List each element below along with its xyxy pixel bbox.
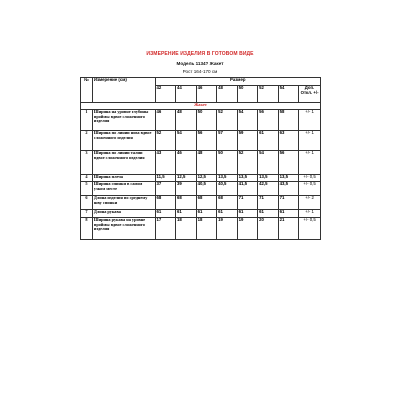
size-value-cell: 56 [196,131,217,151]
size-value-cell: 56 [278,151,299,175]
tolerance-cell: +/- 1 [299,210,321,218]
tolerance-cell: +/- 1 [299,110,321,131]
size-value-cell: 71 [278,196,299,210]
row-number: 5 [81,182,93,196]
size-value-cell: 61 [258,131,279,151]
size-value-cell: 68 [217,196,238,210]
table-row [81,175,321,182]
size-value-cell: 61 [196,210,217,218]
size-value-cell: 20 [258,218,279,240]
size-value-cell: 71 [237,196,258,210]
row-number: 3 [81,151,93,175]
size-value-cell: 56 [258,110,279,131]
size-value-cell: 71 [258,196,279,210]
row-number: 1 [81,110,93,131]
size-value-cell: 61 [258,210,279,218]
size-value-cell: 54 [237,110,258,131]
row-number: 6 [81,196,93,210]
measurement-name: Длина рукава [92,210,155,218]
size-value-cell: 61 [176,210,197,218]
size-value-cell: 40,5 [196,182,217,196]
section-label: Жакет [81,103,321,110]
size-value-cell: 42,5 [258,182,279,196]
tolerance-cell: +/- 0,5 [299,182,321,196]
size-value-cell: 52 [155,131,176,151]
size-header-cell: 48 [217,86,238,103]
size-value-cell: 46 [155,110,176,131]
column-header-measurement: Измерение (см) [92,78,155,103]
header-row [81,78,321,86]
tolerance-cell: +/- 2 [299,196,321,210]
size-value-cell: 11,5 [155,175,176,182]
size-value-cell: 58 [278,110,299,131]
size-value-cell: 13,5 [258,175,279,182]
size-header-cell: 54 [278,86,299,103]
size-value-cell: 13,5 [217,175,238,182]
measurement-name: Ширина спинки в самом узком месте [92,182,155,196]
size-value-cell: 68 [176,196,197,210]
size-value-cell: 43,5 [278,182,299,196]
row-number: 8 [81,218,93,240]
table-row [81,218,321,240]
tolerance-cell: +/- 1 [299,131,321,151]
size-value-cell: 61 [278,210,299,218]
table-body [81,110,321,240]
measurement-name: Длина изделия по среднему шву спинки [92,196,155,210]
size-value-cell: 50 [217,151,238,175]
size-value-cell: 61 [237,210,258,218]
row-number: 4 [81,175,93,182]
size-value-cell: 48 [196,151,217,175]
row-number: 2 [81,131,93,151]
size-value-cell: 13,5 [278,175,299,182]
size-value-cell: 37 [155,182,176,196]
size-value-cell: 12,5 [196,175,217,182]
size-value-cell: 39 [176,182,197,196]
size-header-cell: 52 [258,86,279,103]
size-value-cell: 68 [155,196,176,210]
size-value-cell: 50 [196,110,217,131]
row-number: 7 [81,210,93,218]
size-value-cell: 12,5 [176,175,197,182]
column-header-number: № [81,78,93,103]
size-value-cell: 68 [196,196,217,210]
size-value-cell: 63 [278,131,299,151]
measurement-name: Ширина по линии низа вдвое сложенного изделия [92,131,155,151]
measurement-table [80,77,321,240]
size-value-cell: 19 [217,218,238,240]
size-value-cell: 13,5 [237,175,258,182]
table-row [81,110,321,131]
size-header-cell: 50 [237,86,258,103]
size-value-cell: 18 [196,218,217,240]
size-header-cell: 44 [176,86,197,103]
size-value-cell: 48 [176,110,197,131]
size-value-cell: 52 [217,110,238,131]
size-value-cell: 46 [176,151,197,175]
size-value-cell: 54 [258,151,279,175]
document-title: ИЗМЕРЕНИЕ ИЗДЕЛИЯ В ГОТОВОМ ВИДЕ [146,51,254,57]
tolerance-cell: +/- 0,5 [299,218,321,240]
size-header-cell: 46 [196,86,217,103]
size-value-cell: 52 [237,151,258,175]
measurement-name: Ширина по линии талии вдвое сложенного изделия [92,151,155,175]
table-row [81,196,321,210]
model-label: Модель 1134? Жакет [176,61,224,66]
tolerance-cell: +/- 0,5 [299,175,321,182]
height-range-label: Рост 164-170 см [182,69,218,74]
size-value-cell: 61 [217,210,238,218]
size-value-cell: 57 [217,131,238,151]
measurement-name: Ширина на уровне глубины проймы вдвое сложенного изделия [92,110,155,131]
section-row [81,103,321,110]
size-value-cell: 21 [278,218,299,240]
size-value-cell: 61 [155,210,176,218]
table-row [81,151,321,175]
table-row [81,210,321,218]
table-row [81,182,321,196]
size-value-cell: 17 [155,218,176,240]
size-header-cell: 42 [155,86,176,103]
tolerance-cell: +/- 1 [299,151,321,175]
size-value-cell: 19 [237,218,258,240]
column-header-tolerance: Доп. Откл. +/- [299,86,321,103]
size-value-cell: 18 [176,218,197,240]
size-value-cell: 41,5 [237,182,258,196]
column-header-size-group: Размер [155,78,320,86]
size-value-cell: 43 [155,151,176,175]
size-value-cell: 54 [176,131,197,151]
size-value-cell: 59 [237,131,258,151]
measurement-name: Ширина плеча [92,175,155,182]
measurement-name: Ширина рукава на уровне проймы вдвое сложенного изделия [92,218,155,240]
size-value-cell: 40,5 [217,182,238,196]
table-row [81,131,321,151]
